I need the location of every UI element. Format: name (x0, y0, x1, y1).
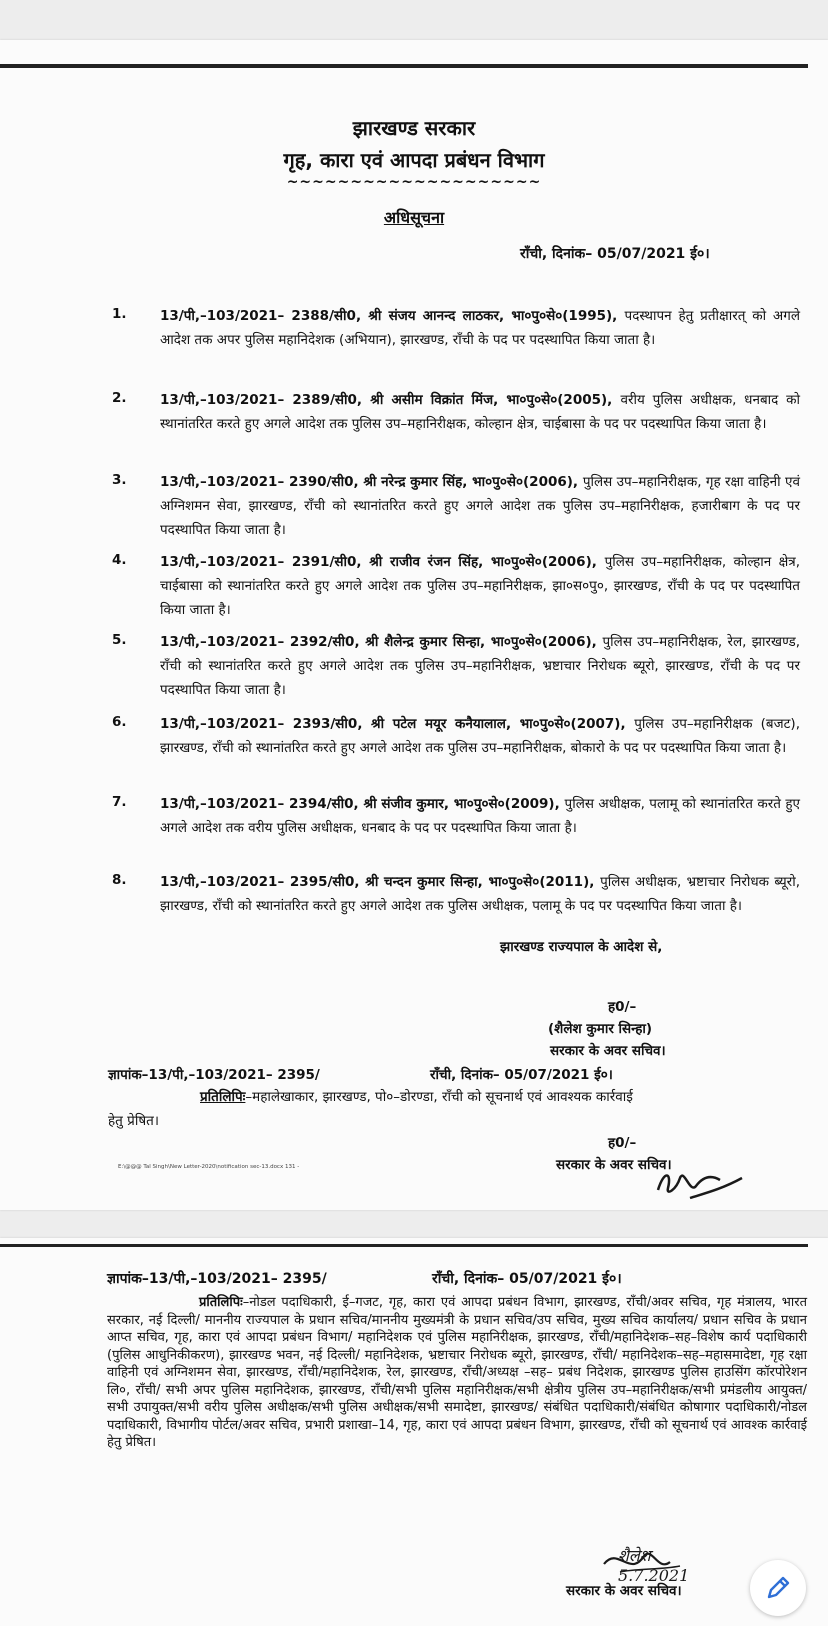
notification-page-1 (0, 40, 828, 1210)
posting-text: पुलिस उप–महानिरीक्षक (बजट), झारखण्ड, राँची को स्थानांतरित करते हुए अगले आदेश तक पुलिस उप–महानिरीक्षक, बोकारो के पद पर पदस्थापित किया जाता है। (160, 716, 800, 756)
signatory-title: सरकार के अवर सचिव। (550, 1043, 666, 1059)
item-number: 6. (112, 714, 127, 730)
memo-number: ज्ञापांक–13/पी,–103/2021– 2395/ (108, 1067, 320, 1083)
item-number: 8. (112, 872, 127, 888)
posting-reference: 13/पी,–103/2021– 2394/सी0, श्री संजीव कुमार, भा०पु०से०(2009), (160, 796, 565, 812)
posting-item (160, 630, 800, 702)
posting-item (160, 304, 800, 352)
page2-signatory-title: सरकार के अवर सचिव। (566, 1583, 682, 1599)
copy-label: प्रतिलिपिः (200, 1089, 246, 1105)
posting-reference: 13/पी,–103/2021– 2392/सी0, श्री शैलेन्द्र कुमार सिन्हा, भा०पु०से०(2006), (160, 634, 603, 650)
posting-text: पुलिस उप–महानिरीक्षक, रेल, झारखण्ड, राँची को स्थानांतरित करते हुए अगले आदेश तक पुलिस उप–महानिरीक्षक, भ्रष्टाचार निरोधक ब्यूरो, झारखण्ड, राँची के पद पर पदस्थापित किया जाता है। (160, 634, 800, 698)
posting-reference: 13/पी,–103/2021– 2390/सी0, श्री नरेन्द्र कुमार सिंह, भा०पु०से०(2006), (160, 474, 583, 490)
signed-mark-2: ह0/– (608, 1135, 637, 1151)
initials-signature (650, 1160, 750, 1206)
page2-top-border-line (0, 1244, 808, 1247)
top-border-line (0, 64, 808, 68)
signatory-title-2: सरकार के अवर सचिव। (556, 1157, 672, 1173)
signed-mark: ह0/– (608, 999, 637, 1015)
item-number: 1. (112, 306, 127, 322)
item-number: 7. (112, 794, 127, 810)
page2-copy-paragraph (107, 1294, 807, 1452)
posting-text: वरीय पुलिस अधीक्षक, धनबाद को स्थानांतरित करते हुए अगले आदेश तक पुलिस उप–महानिरीक्षक, कोल्हान क्षेत्र, चाईबासा के पद पर पदस्थापित किया जाता है। (160, 392, 800, 432)
org-heading: झारखण्ड सरकार (352, 116, 476, 140)
posting-item (160, 792, 800, 840)
posting-text: पुलिस अधीक्षक, भ्रष्टाचार निरोधक ब्यूरो, झारखण्ड, राँची को स्थानांतरित करते हुए अगले आदेश तक पुलिस अधीक्षक, पलामू के पद पर पदस्थापित किया जाता है। (160, 874, 800, 914)
posting-reference: 13/पी,–103/2021– 2391/सी0, श्री राजीव रंजन सिंह, भा०पु०से०(2006), (160, 554, 605, 570)
posting-text: पुलिस उप–महानिरीक्षक, कोल्हान क्षेत्र, चाईबासा को स्थानांतरित करते हुए अगले आदेश तक पुलिस उप–महानिरीक्षक, झा०स०पु०, झारखण्ड, राँची के पद पर पदस्थापित किया जाता है। (160, 554, 800, 618)
posting-item (160, 388, 800, 436)
posting-item (160, 712, 800, 760)
page2-signature-text: शैलेश 5.7.2021 (618, 1546, 690, 1585)
copy-text: –महालेखाकार, झारखण्ड, पो०–डोरण्डा, राँची को सूचनार्थ एवं आवश्यक कार्रवाई (245, 1089, 633, 1105)
posting-text: पुलिस अधीक्षक, पलामू को स्थानांतरित करते हुए अगले आदेश तक वरीय पुलिस अधीक्षक, धनबाद के पद पर पदस्थापित किया जाता है। (160, 796, 800, 836)
governor-order-line: झारखण्ड राज्यपाल के आदेश से, (500, 939, 663, 955)
posting-reference: 13/पी,–103/2021– 2388/सी0, श्री संजय आनन्द लाठकर, भा०पु०से०(1995), (160, 308, 625, 324)
item-number: 4. (112, 552, 127, 568)
posting-reference: 13/पी,–103/2021– 2395/सी0, श्री चन्दन कुमार सिन्हा, भा०पु०से०(2011), (160, 874, 601, 890)
pencil-icon (763, 1573, 793, 1603)
posting-item (160, 550, 800, 622)
copy-text-end: हेतु प्रेषित। (108, 1113, 159, 1129)
notification-page-2 (0, 1238, 828, 1626)
item-number: 3. (112, 472, 127, 488)
item-number: 2. (112, 390, 127, 406)
edit-button[interactable] (750, 1560, 806, 1616)
posting-text: पदस्थापन हेतु प्रतीक्षारत् को अगले आदेश तक अपर पुलिस महानिदेशक (अभियान), झारखण्ड, राँची के पद पर पदस्थापित किया जाता है। (160, 308, 800, 348)
memo-date: राँची, दिनांक– 05/07/2021 ई०। (430, 1067, 613, 1083)
signatory-name: (शैलेश कुमार सिन्हा) (548, 1021, 653, 1037)
posting-item (160, 870, 800, 918)
file-path-footnote: E:\@@@ Tal Singh\New Letter-2020\notification sec-13.docx 131 - (118, 1164, 300, 1170)
posting-reference: 13/पी,–103/2021– 2393/सी0, श्री पटेल मयूर कनैयालाल, भा०पु०से०(2007), (160, 716, 635, 732)
page2-memo-number: ज्ञापांक–13/पी,–103/2021– 2395/ (107, 1271, 327, 1287)
posting-text: पुलिस उप–महानिरीक्षक, गृह रक्षा वाहिनी एवं अग्निशमन सेवा, झारखण्ड, राँची को स्थानांतरित करते हुए अगले आदेश तक पुलिस उप–महानिरीक्षक, हजारीबाग के पद पर पदस्थापित किया जाता है। (160, 474, 800, 538)
page2-signature (600, 1542, 720, 1585)
posting-item (160, 470, 800, 542)
page2-copy-text: –नोडल पदाधिकारी, ई–गजट, गृह, कारा एवं आपदा प्रबंधन विभाग, झारखण्ड, राँची/अवर सचिव, गृह मंत्रालय, भारत सरकार, नई दिल्ली/ माननीय राज्यपाल के प्रधान सचिव/माननीय मुख्यमंत्री के प्रधान सचिव/उप सचिव, मुख्य सचिव कार्यालय/ प्रधान सचिव के प्रधान आप्त सचिव, गृह, कारा एवं आपदा प्रबंधन विभाग/ महानिदेशक एवं पुलिस महानिरीक्षक, झारखण्ड, राँची/महानिदेशक–सह–विशेष कार्य पदाधिकारी (पुलिस आधुनिकीकरण), झारखण्ड भवन, नई दिल्ली/ महानिदेशक, भ्रष्टाचार निरोधक ब्यूरो, झारखण्ड, राँची/ महानिदेशक–सह–महासमादेष्टा, गृह रक्षा वाहिनी एवं अग्निशमन सेवा, झारखण्ड, राँची/महानिदेशक, रेल, झारखण्ड, राँची/अध्यक्ष –सह– प्रबंध निदेशक, झारखण्ड पुलिस हाउसिंग कॉरपोरेशन लि०, राँची/ सभी अपर पुलिस महानिदेशक, झारखण्ड, राँची/सभी पुलिस महानिरीक्षक/सभी क्षेत्रीय पुलिस उप–महानिरीक्षक/सभी प्रमंडलीय आयुक्त/सभी उपायुक्त/सभी वरीय पुलिस अधीक्षक/सभी पुलिस अधीक्षक/सभी समादेष्टा, झारखण्ड/ संबंधित पदाधिकारी/संबंधित कोषागार पदाधिकारी/नोडल पदाधिकारी, विभागीय पोर्टल/अवर सचिव, प्रभारी प्रशाखा–14, गृह, कारा एवं आपदा प्रबंधन विभाग, झारखण्ड, राँची को सूचनार्थ एवं आवश्क कार्रवाई हेतु प्रेषित। (107, 1295, 807, 1450)
tilde-divider: ~~~~~~~~~~~~~~~~~~~~ (286, 174, 542, 190)
page2-memo-date: राँची, दिनांक– 05/07/2021 ई०। (432, 1271, 622, 1287)
notification-title: अधिसूचना (383, 208, 445, 227)
copy-line (200, 1086, 800, 1108)
item-number: 5. (112, 632, 127, 648)
page2-copy-label: प्रतिलिपिः (199, 1295, 243, 1310)
department-heading: गृह, कारा एवं आपदा प्रबंधन विभाग (283, 148, 545, 172)
date-line: राँची, दिनांक– 05/07/2021 ई०। (520, 246, 710, 262)
posting-reference: 13/पी,–103/2021– 2389/सी0, श्री असीम विक्रांत मिंज, भा०पु०से०(2005), (160, 392, 621, 408)
